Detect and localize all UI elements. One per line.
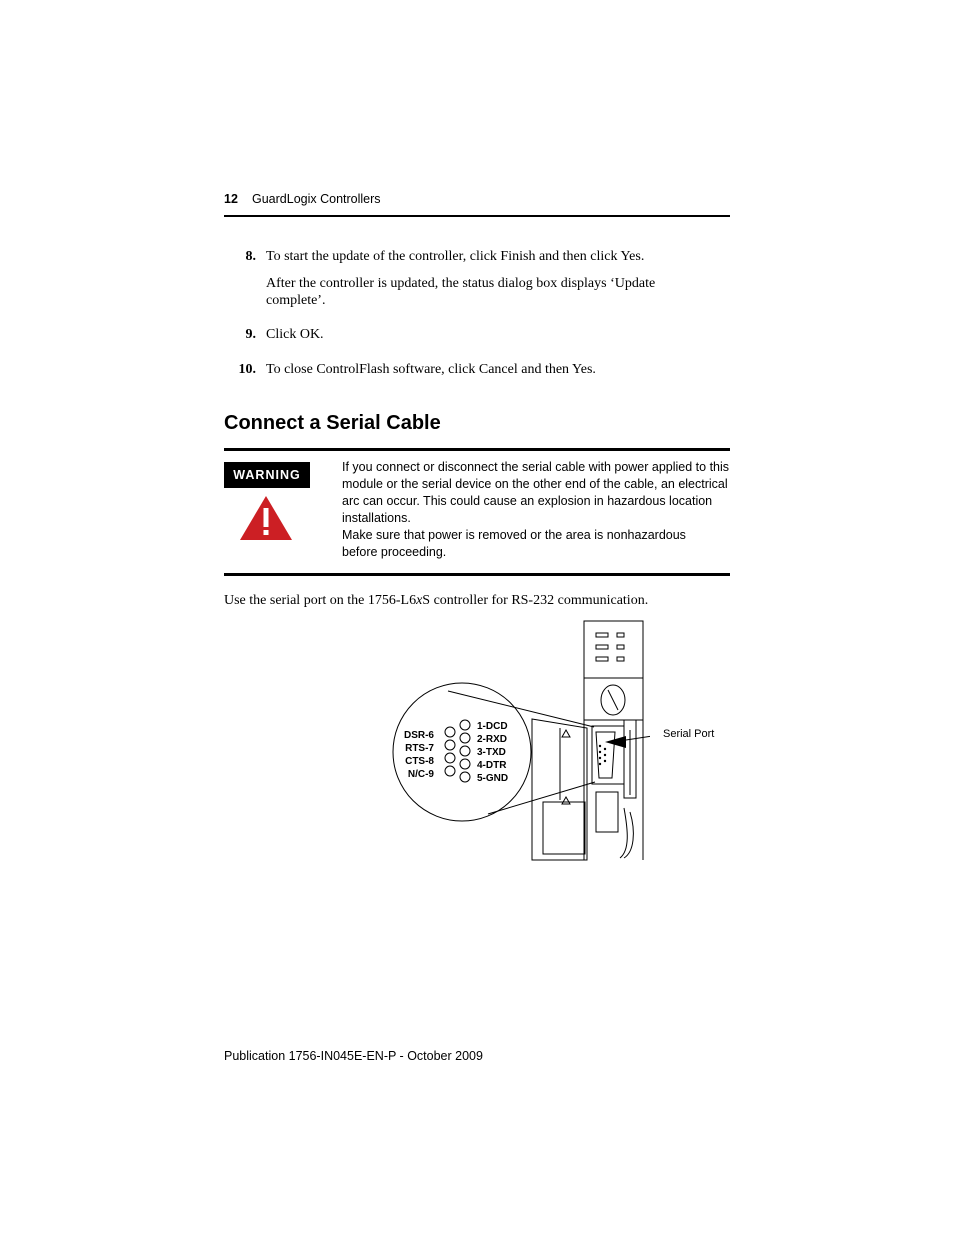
pin-label: 1-DCD [477, 721, 508, 732]
warning-top-rule [224, 448, 730, 451]
pin-label: 4-DTR [477, 760, 507, 771]
running-header-title: GuardLogix Controllers [252, 192, 381, 206]
section-heading: Connect a Serial Cable [224, 412, 441, 434]
warning-badge: WARNING [224, 462, 310, 488]
controller-serial-port-figure [390, 618, 650, 864]
pin-label: 5-GND [477, 773, 509, 784]
serial-port-callout: Serial Port [663, 728, 715, 740]
header-rule [224, 215, 730, 217]
page-number: 12 [224, 192, 238, 206]
step-text: Click OK. [266, 327, 324, 342]
step-text: To close ControlFlash software, click Cancel and then Yes. [266, 362, 596, 377]
body-paragraph: Use the serial port on the 1756-L6xS controller for RS-232 communication. [224, 593, 649, 608]
step-number: 9. [245, 327, 256, 342]
warning-paragraph: If you connect or disconnect the serial cable with power applied to this module or the serial device on the other end of the cable, an electrical arc can occur. This could cause an explosion in hazardous location installations. [342, 460, 730, 525]
step-text: To start the update of the controller, click Finish and then click Yes. [266, 249, 645, 264]
step-note: After the controller is updated, the status dialog box displays ‘Update complete’. [266, 276, 656, 308]
pin-label: N/C-9 [407, 769, 434, 780]
pin-label: 2-RXD [477, 734, 508, 745]
pin-label: DSR-6 [403, 730, 434, 741]
pin-label: 3-TXD [477, 747, 506, 758]
pin-label: CTS-8 [405, 756, 434, 767]
publication-footer: Publication 1756-IN045E-EN-P - October 2009 [224, 1049, 483, 1063]
step-number: 10. [238, 362, 256, 377]
warning-paragraph: Make sure that power is removed or the area is nonhazardous before proceeding. [342, 528, 686, 559]
pin-label: RTS-7 [405, 743, 434, 754]
step-number: 8. [245, 249, 256, 264]
warning-triangle-icon [238, 494, 294, 542]
warning-bottom-rule [224, 573, 730, 576]
